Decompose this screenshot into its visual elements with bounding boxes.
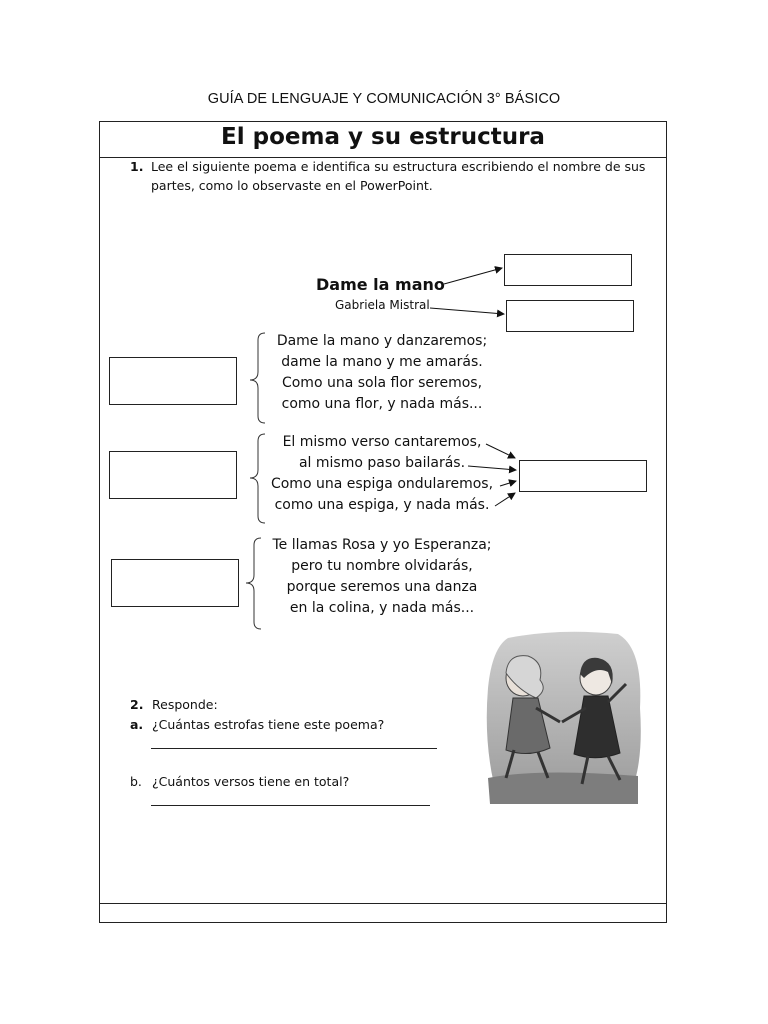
- stanza-2-brace-icon: [250, 434, 265, 523]
- verse: porque seremos una danza: [286, 579, 478, 595]
- verse: Como una espiga ondularemos,: [270, 476, 494, 492]
- stanza-1-brace-icon: [250, 333, 265, 423]
- verse: El mismo verso cantaremos,: [282, 434, 482, 450]
- exercise-1-instruction-line-2: partes, como lo observaste en el PowerPoint.: [151, 178, 433, 193]
- verse: al mismo paso bailarás.: [298, 455, 466, 471]
- question-b-letter: b.: [130, 774, 142, 789]
- exercise-1-instruction-line-1: Lee el siguiente poema e identifica su estructura escribiendo el nombre de sus: [151, 159, 646, 174]
- verse: dame la mano y me amarás.: [281, 354, 483, 370]
- stanza-3-brace-icon: [246, 538, 261, 629]
- poem-title: Dame la mano: [316, 275, 445, 294]
- exercise-2-label: Responde:: [152, 697, 218, 712]
- exercise-2-number: 2.: [130, 697, 144, 712]
- question-a-text: ¿Cuántas estrofas tiene este poema?: [152, 717, 385, 732]
- verse: como una espiga, y nada más.: [274, 497, 490, 513]
- verse-arrow-icon: [500, 481, 516, 486]
- verse: Como una sola flor seremos,: [281, 375, 483, 391]
- worksheet-title: El poema y su estructura: [221, 124, 545, 150]
- question-a-letter: a.: [130, 717, 144, 732]
- title-arrow-icon: [444, 268, 502, 284]
- verse: Dame la mano y danzaremos;: [276, 333, 488, 349]
- author-arrow-icon: [430, 308, 504, 314]
- verse: como una flor, y nada más...: [281, 396, 483, 412]
- verse: pero tu nombre olvidarás,: [291, 558, 473, 574]
- exercise-1-number: 1.: [130, 159, 144, 174]
- dancing-girls-illustration: [478, 628, 646, 808]
- page-header: GUÍA DE LENGUAJE Y COMUNICACIÓN 3° BÁSICO: [207, 91, 561, 107]
- question-a-answer-line[interactable]: [151, 748, 437, 749]
- verse-arrow-icon: [468, 466, 516, 470]
- verse: Te llamas Rosa y yo Esperanza;: [272, 537, 492, 553]
- question-b-answer-line[interactable]: [151, 805, 430, 806]
- verse-arrow-icon: [486, 444, 515, 458]
- verse-arrow-icon: [495, 493, 515, 506]
- question-b-text: ¿Cuántos versos tiene en total?: [152, 774, 350, 789]
- verse: en la colina, y nada más...: [289, 600, 475, 616]
- poem-author: Gabriela Mistral: [335, 298, 430, 312]
